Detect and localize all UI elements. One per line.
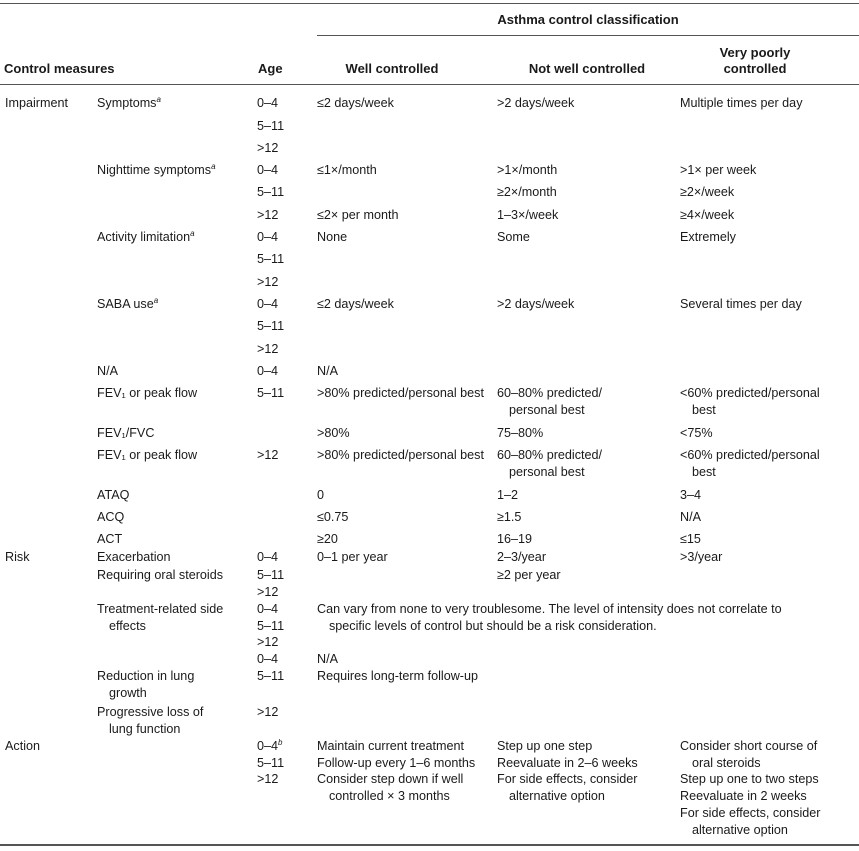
cell-well <box>317 296 509 313</box>
cell-text: >1× per week <box>680 163 757 177</box>
cell-very <box>680 95 859 112</box>
cell-group <box>5 549 107 566</box>
cell-text: Step up one step <box>497 739 593 753</box>
cell-age <box>257 567 329 584</box>
cell-well <box>317 229 509 246</box>
header-well-controlled: Well controlled <box>345 61 439 76</box>
cell-measure <box>97 363 269 380</box>
cell-text: 0–4 <box>257 297 279 311</box>
cell-text: N/A <box>317 652 338 666</box>
cell-well <box>317 385 509 402</box>
cell-text: ≥20 <box>317 532 338 546</box>
cell-text: 5–11 <box>257 386 285 400</box>
cell-well <box>317 771 509 804</box>
cell-not-well <box>497 296 689 313</box>
cell-not-well <box>497 425 689 442</box>
cell-not-well <box>497 229 689 246</box>
cell-text: Multiple times per day <box>680 96 803 110</box>
cell-very <box>680 447 859 480</box>
cell-text: 5–11 <box>257 669 285 683</box>
cell-text: Several times per day <box>680 297 802 311</box>
cell-very <box>680 487 859 504</box>
cell-very <box>680 207 859 224</box>
cell-text: ≤2× per month <box>317 208 399 222</box>
cell-measure <box>97 229 269 246</box>
cell-well <box>317 531 509 548</box>
cell-text: Treatment-related side effects <box>97 602 224 633</box>
cell-well <box>317 207 509 224</box>
cell-text: 5–11 <box>257 119 285 133</box>
cell-well <box>317 549 509 566</box>
cell-text: 5–11 <box>257 319 285 333</box>
cell-text: Nighttime symptoms <box>97 163 212 177</box>
cell-well <box>317 509 509 526</box>
cell-text: Reevaluate in 2–6 weeks <box>497 756 638 770</box>
cell-text: Can vary from none to very troublesome. The level of intensity does not correlate to specific levels of control but should be a risk consideration. <box>317 602 782 633</box>
cell-measure <box>97 385 269 402</box>
cell-text: 5–11 <box>257 568 285 582</box>
footnote-marker: a <box>190 228 195 238</box>
cell-age <box>257 140 329 157</box>
cell-text: ATAQ <box>97 488 130 502</box>
cell-text: >2 days/week <box>497 297 575 311</box>
cell-measure <box>97 668 269 701</box>
cell-text: 16–19 <box>497 532 533 546</box>
cell-text: 0–4 <box>257 652 279 666</box>
cell-age <box>257 251 329 268</box>
cell-very <box>680 805 859 838</box>
cell-well <box>317 363 509 380</box>
header-not-well-controlled: Not well controlled <box>528 61 646 76</box>
cell-very <box>680 788 859 805</box>
cell-text: ≥2×/month <box>497 185 557 199</box>
cell-text: >12 <box>257 208 279 222</box>
cell-text: FEV₁/FVC <box>97 426 155 440</box>
cell-age <box>257 118 329 135</box>
header-control-measures: Control measures <box>4 61 115 76</box>
cell-text: Follow-up every 1–6 months <box>317 756 476 770</box>
cell-text: 1–3×/week <box>497 208 559 222</box>
cell-text: For side effects, consider alternative option <box>497 772 638 803</box>
cell-measure <box>97 162 269 179</box>
cell-very <box>680 425 859 442</box>
cell-very <box>680 162 859 179</box>
cell-text: 0–4 <box>257 364 279 378</box>
cell-not-well <box>497 487 689 504</box>
cell-span <box>317 601 859 634</box>
cell-text: Step up one to two steps <box>680 772 819 786</box>
cell-well <box>317 738 509 755</box>
cell-text: FEV₁ or peak flow <box>97 386 198 400</box>
top-rule <box>0 3 859 4</box>
cell-text: <75% <box>680 426 713 440</box>
cell-text: 1–2 <box>497 488 519 502</box>
cell-text: >80% predicted/personal best <box>317 386 484 400</box>
cell-well <box>317 425 509 442</box>
cell-not-well <box>497 738 689 755</box>
cell-very <box>680 184 859 201</box>
footnote-marker: a <box>156 94 161 104</box>
footnote-marker: b <box>278 737 283 747</box>
cell-very <box>680 531 859 548</box>
footnote-marker: a <box>153 295 159 305</box>
cell-measure <box>97 601 269 634</box>
cell-text: >80% <box>317 426 350 440</box>
cell-text: 3–4 <box>680 488 702 502</box>
cell-text: Reduction in lung growth <box>97 669 195 700</box>
cell-text: 2–3/year <box>497 550 547 564</box>
header-age: Age <box>258 61 283 76</box>
cell-age <box>257 584 329 601</box>
cell-text: Some <box>497 230 530 244</box>
cell-text: 5–11 <box>257 185 285 199</box>
cell-text: 0–1 per year <box>317 550 388 564</box>
cell-group <box>5 738 107 755</box>
cell-text: 5–11 <box>257 252 285 266</box>
cell-text: 0–4 <box>257 96 279 110</box>
cell-text: 5–11 <box>257 756 285 770</box>
cell-text: Symptoms <box>97 96 157 110</box>
cell-not-well <box>497 207 689 224</box>
cell-measure <box>97 567 269 584</box>
group-rule <box>317 35 859 36</box>
cell-measure <box>97 487 269 504</box>
cell-text: >1×/month <box>497 163 558 177</box>
cell-well <box>317 162 509 179</box>
cell-very <box>680 296 859 313</box>
cell-text: ≤0.75 <box>317 510 349 524</box>
cell-not-well <box>497 385 689 418</box>
cell-not-well <box>497 162 689 179</box>
cell-text: >12 <box>257 585 279 599</box>
footnote-marker: a <box>211 161 216 171</box>
cell-text: ≤2 days/week <box>317 96 394 110</box>
cell-text: Requiring oral steroids <box>97 568 223 582</box>
cell-text: Consider short course of oral steroids <box>680 739 818 770</box>
cell-text: >80% predicted/personal best <box>317 448 484 462</box>
header-rule <box>0 84 859 85</box>
cell-text: Maintain current treatment <box>317 739 464 753</box>
cell-age <box>257 318 329 335</box>
cell-text: 0–4 <box>257 163 279 177</box>
cell-text: 60–80% predicted/ personal best <box>497 386 603 417</box>
cell-text: ≥4×/week <box>680 208 735 222</box>
cell-text: ≥2×/week <box>680 185 735 199</box>
cell-text: <60% predicted/personal best <box>680 448 820 479</box>
cell-not-well <box>497 567 689 584</box>
cell-text: Requires long-term follow-up <box>317 669 478 683</box>
cell-not-well <box>497 447 689 480</box>
cell-not-well <box>497 509 689 526</box>
cell-text: >12 <box>257 141 279 155</box>
cell-group <box>5 95 107 112</box>
cell-text: N/A <box>97 364 118 378</box>
cell-text: Action <box>5 739 41 753</box>
cell-text: ≥2 per year <box>497 568 561 582</box>
cell-measure <box>97 704 269 737</box>
cell-not-well <box>497 531 689 548</box>
cell-not-well <box>497 549 689 566</box>
cell-text: SABA use <box>97 297 154 311</box>
cell-text: Consider step down if well controlled × 3 months <box>317 772 464 803</box>
cell-text: ≤2 days/week <box>317 297 394 311</box>
cell-text: 0 <box>317 488 325 502</box>
cell-text: 60–80% predicted/ personal best <box>497 448 603 479</box>
cell-very <box>680 385 859 418</box>
cell-measure <box>97 549 269 566</box>
cell-age <box>257 341 329 358</box>
cell-very <box>680 509 859 526</box>
cell-age <box>257 704 329 721</box>
cell-text: <60% predicted/personal best <box>680 386 820 417</box>
cell-very <box>680 771 859 788</box>
cell-age <box>257 274 329 291</box>
cell-text: For side effects, consider alternative option <box>680 806 821 837</box>
cell-very <box>680 738 859 771</box>
cell-well <box>317 487 509 504</box>
cell-age <box>257 634 329 651</box>
cell-text: 0–4 <box>257 230 279 244</box>
cell-text: >2 days/week <box>497 96 575 110</box>
cell-text: ≤15 <box>680 532 701 546</box>
cell-measure <box>97 425 269 442</box>
cell-text: None <box>317 230 348 244</box>
cell-text: Activity limitation <box>97 230 191 244</box>
cell-measure <box>97 509 269 526</box>
cell-text: Impairment <box>5 96 68 110</box>
cell-text: Risk <box>5 550 30 564</box>
header-very-poorly-controlled: Very poorly controlled <box>719 45 791 76</box>
cell-text: >12 <box>257 275 279 289</box>
cell-well <box>317 755 509 772</box>
cell-very <box>680 549 859 566</box>
cell-age <box>257 184 329 201</box>
cell-text: >3/year <box>680 550 723 564</box>
cell-very <box>680 229 859 246</box>
cell-text: 0–4 <box>257 550 279 564</box>
cell-text: Reevaluate in 2 weeks <box>680 789 807 803</box>
cell-text: N/A <box>317 364 338 378</box>
cell-not-well <box>497 771 689 804</box>
cell-text: ≥1.5 <box>497 510 522 524</box>
cell-text: >12 <box>257 635 279 649</box>
cell-age <box>257 618 329 635</box>
cell-text: 0–4 <box>257 602 279 616</box>
cell-text: >12 <box>257 772 279 786</box>
cell-well <box>317 668 509 685</box>
cell-measure <box>97 447 269 464</box>
cell-text: ACT <box>97 532 123 546</box>
cell-text: ≤1×/month <box>317 163 377 177</box>
cell-well <box>317 651 509 668</box>
cell-well <box>317 95 509 112</box>
cell-not-well <box>497 95 689 112</box>
cell-text: >12 <box>257 705 279 719</box>
cell-not-well <box>497 755 689 772</box>
cell-measure <box>97 95 269 112</box>
cell-text: 0–4 <box>257 739 279 753</box>
cell-text: FEV₁ or peak flow <box>97 448 198 462</box>
cell-measure <box>97 531 269 548</box>
cell-text: Extremely <box>680 230 736 244</box>
cell-text: ACQ <box>97 510 125 524</box>
cell-text: Progressive loss of lung function <box>97 705 204 736</box>
header-group-title: Asthma control classification <box>497 12 679 27</box>
cell-well <box>317 447 509 464</box>
cell-text: 5–11 <box>257 619 285 633</box>
cell-text: >12 <box>257 342 279 356</box>
cell-text: N/A <box>680 510 701 524</box>
cell-not-well <box>497 184 689 201</box>
cell-text: 75–80% <box>497 426 544 440</box>
cell-text: >12 <box>257 448 279 462</box>
bottom-rule <box>0 844 859 846</box>
cell-text: Exacerbation <box>97 550 171 564</box>
cell-measure <box>97 296 269 313</box>
